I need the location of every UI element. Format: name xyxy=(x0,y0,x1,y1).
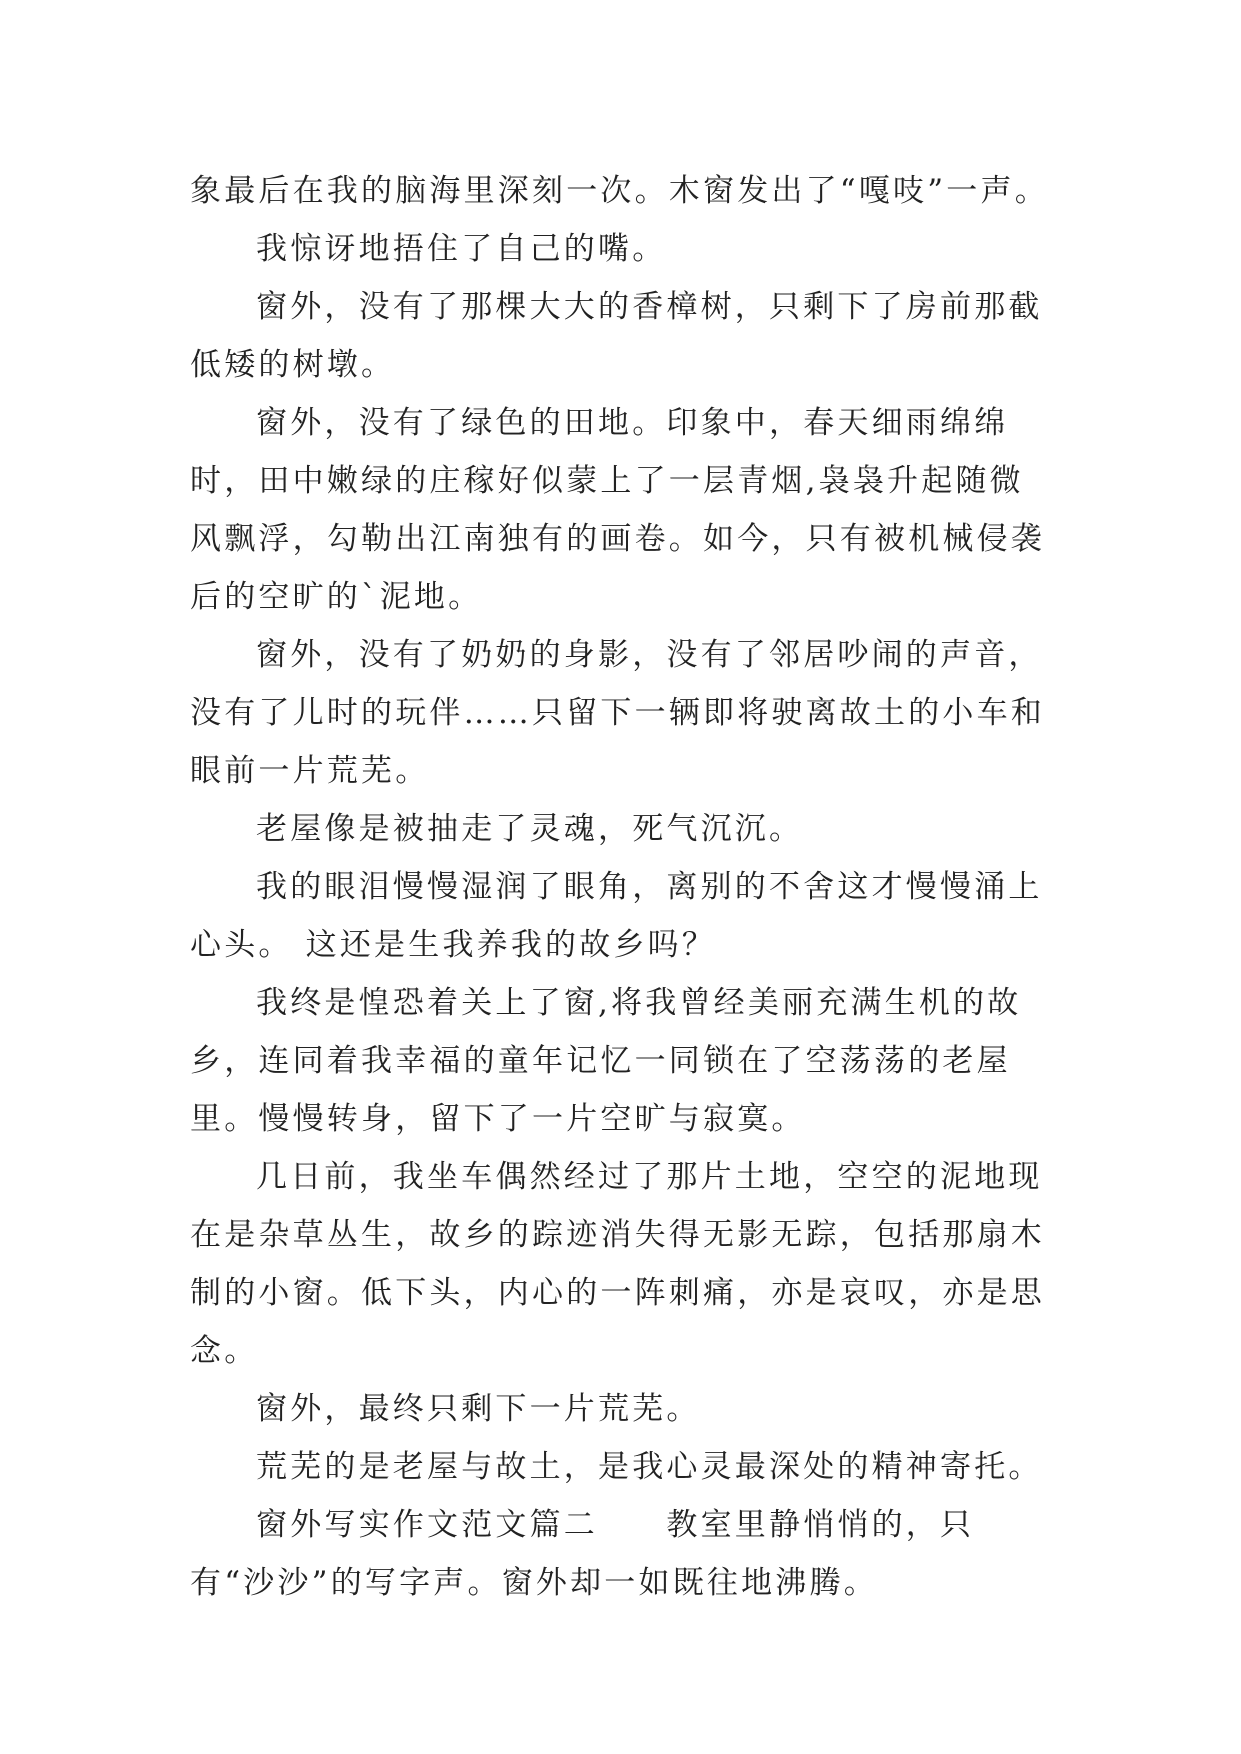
paragraph-3: 窗外，没有了那棵大大的香樟树，只剩下了房前那截低矮的树墩。 xyxy=(190,289,1043,383)
paragraph-12: 窗外写实作文范文篇二 教室里静悄悄的，只有“沙沙”的写字声。窗外却一如既往地沸腾。 xyxy=(190,1507,975,1601)
paragraph-2: 我惊讶地捂住了自己的嘴。 xyxy=(256,231,667,267)
paragraph-11: 荒芜的是老屋与故土，是我心灵最深处的精神寄托。 xyxy=(256,1449,1043,1485)
paragraph-6: 老屋像是被抽走了灵魂，死气沉沉。 xyxy=(256,811,804,847)
paragraph-7: 我的眼泪慢慢湿润了眼角，离别的不舍这才慢慢涌上心头。 这还是生我养我的故乡吗？ xyxy=(190,869,1043,963)
document-body xyxy=(190,162,1050,1612)
paragraph-4: 窗外，没有了绿色的田地。印象中，春天细雨绵绵时，田中嫩绿的庄稼好似蒙上了一层青烟,袅袅升起随微风飘浮，勾勒出江南独有的画卷。如今，只有被机械侵袭后的空旷的`泥地。 xyxy=(190,405,1045,615)
paragraph-9: 几日前，我坐车偶然经过了那片土地，空空的泥地现在是杂草丛生，故乡的踪迹消失得无影无踪，包括那扇木制的小窗。低下头，内心的一阵刺痛，亦是哀叹，亦是思念。 xyxy=(190,1159,1045,1369)
paragraph-5: 窗外，没有了奶奶的身影，没有了邻居吵闹的声音，没有了儿时的玩伴……只留下一辆即将驶离故土的小车和眼前一片荒芜。 xyxy=(190,637,1045,789)
paragraph-8: 我终是惶恐着关上了窗,将我曾经美丽充满生机的故乡，连同着我幸福的童年记忆一同锁在了空荡荡的老屋里。慢慢转身，留下了一片空旷与寂寞。 xyxy=(190,985,1022,1137)
paragraph-1: 象最后在我的脑海里深刻一次。木窗发出了“嘎吱”一声。 xyxy=(190,173,1049,209)
paragraph-10: 窗外，最终只剩下一片荒芜。 xyxy=(256,1391,701,1427)
